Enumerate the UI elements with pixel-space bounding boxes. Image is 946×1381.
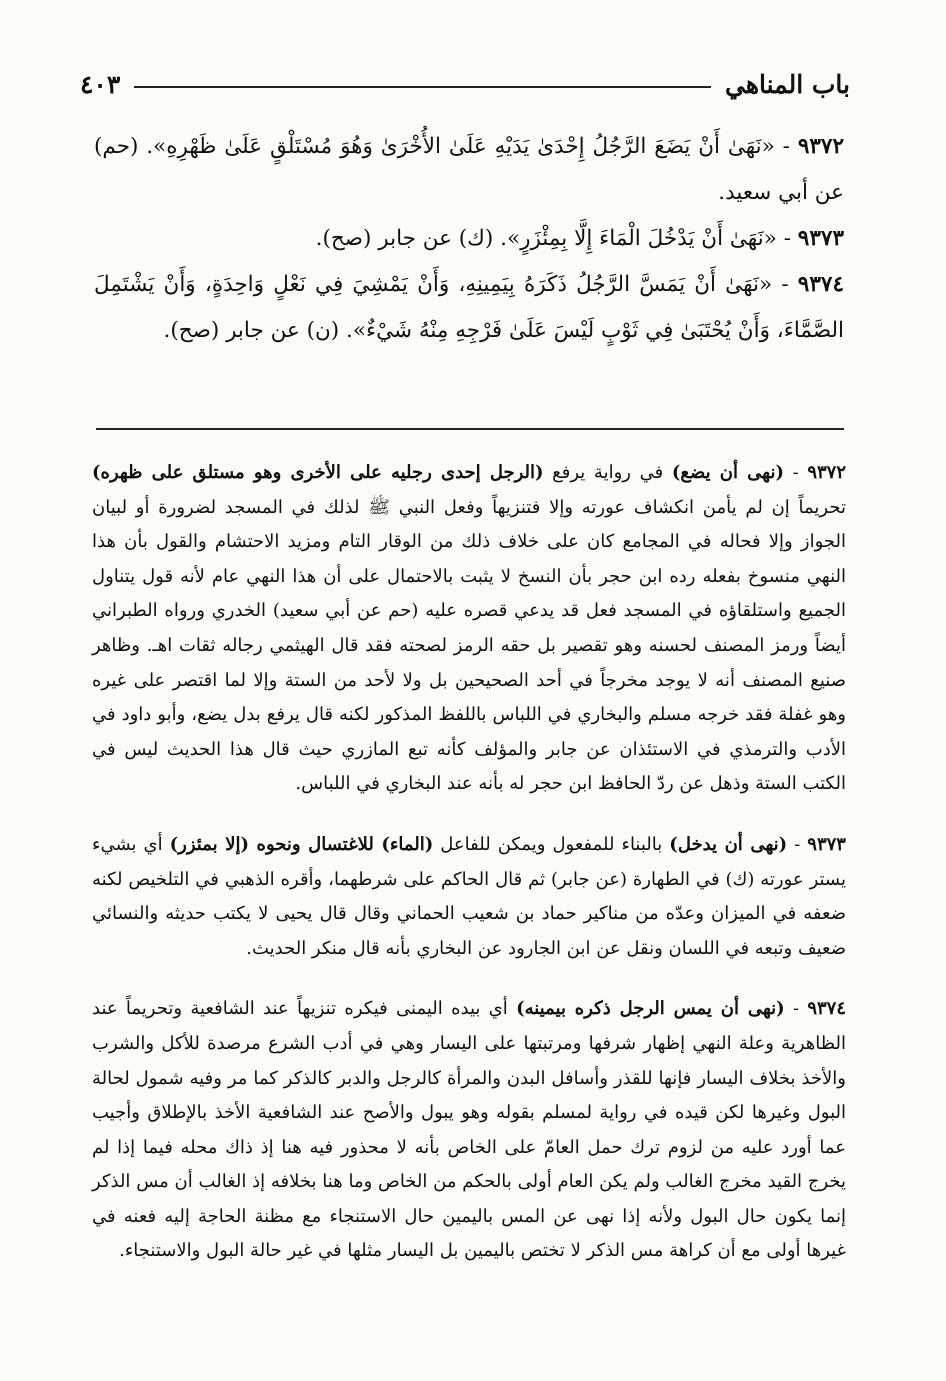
commentary-text: تحريماً إن لم يأمن انكشاف عورته وإلا فتنزيهاً وفعل النبي ﷺ لذلك في المسجد لضرورة أو لبيان الجواز وإلا فحاله في المجامع كان على خلاف ذلك من الوقار التام ومزيد الاحتشام والقول بأن هذا النهي منسوخ بفعله رده ابن حجر بأن النسخ لا يثبت بالاحتمال على أن هذا النهي عام لأنه قول يتناول الجميع واستلقاؤه في المسجد فعل قد يدعي قصره عليه (حم عن أبي سعيد) الخدري ورواه الطبراني أيضاً ورمز المصنف لحسنه وهو تقصير بل حقه الرمز لصحته فقد قال الهيثمي رجاله ثقات اهـ. وظاهر صنيع المصنف أنه لا يوجد مخرجاً في أحد الصحيحين بل ولا لأحد من الستة وإلا لما اقتصر على غيره وهو غفلة فقد خرجه مسلم والبخاري في اللباس باللفظ المذكور لكنه قال يرفع بدل يضع، وأبو داود في الأدب والترمذي في الاستئذان عن جابر والمؤلف كأنه تبع المازري حيث قال هذا الحديث ليس في الكتب الستة وذهل عن ردّ الحافظ ابن حجر له بأنه عند البخاري في اللباس. bbox=[92, 496, 846, 795]
hadith-entry: ٩٣٧٤ - «نَهَىٰ أَنْ يَمَسَّ الرَّجُلُ ذَكَرَهُ بِيَمِينِهِ، وَأَنْ يَمْشِيَ فِي نَعْلٍ وَاحِدَةٍ، وَأَنْ يَشْتَمِلَ الصَّمَّاءَ، وَأَنْ يُحْتَبَىٰ فِي ثَوْبٍ لَيْسَ عَلَىٰ فَرْجِهِ مِنْهُ شَيْءٌ». (ن) عن جابر (صح). bbox=[94, 272, 844, 343]
commentary-number: ٩٣٧٣ bbox=[807, 833, 846, 855]
hadith-number: ٩٣٧٢ bbox=[797, 134, 845, 159]
hadith-number: ٩٣٧٤ bbox=[797, 272, 844, 297]
hadith-text: «نَهَىٰ أَنْ يَمَسَّ الرَّجُلُ ذَكَرَهُ بِيَمِينِهِ، وَأَنْ يَمْشِيَ فِي نَعْلٍ وَاحِدَةٍ، وَأَنْ يَشْتَمِلَ الصَّمَّاءَ، وَأَنْ يُحْتَبَىٰ فِي ثَوْبٍ لَيْسَ عَلَىٰ فَرْجِهِ مِنْهُ شَيْءٌ». (ن) عن جابر (صح). bbox=[94, 272, 844, 343]
commentary-lead: (نهى أن يضع) bbox=[671, 462, 784, 483]
commentary-middle: في رواية يرفع bbox=[552, 462, 664, 483]
hadith-text-section bbox=[94, 124, 844, 354]
hadith-entry: ٩٣٧٣ - «نَهَىٰ أَنْ يَدْخُلَ الْمَاءَ إِلَّا بِمِئْزَرٍ». (ك) عن جابر (صح). bbox=[315, 226, 844, 251]
page-header bbox=[80, 64, 850, 104]
hadith-text: «نَهَىٰ أَنْ يَضَعَ الرَّجُلُ إِحْدَىٰ يَدَيْهِ عَلَىٰ الأُخْرَىٰ وَهُوَ مُسْتَلْقٍ عَلَىٰ ظَهْرِهِ». (حم) عن أبي سعيد. bbox=[94, 134, 844, 205]
commentary-middle: بالبناء للمفعول ويمكن للفاعل bbox=[440, 833, 663, 855]
commentary-entry: ٩٣٧٢ - (نهى أن يضع) في رواية يرفع (الرجل إحدى رجليه على الأخرى وهو مستلق على ظهره) تحريماً إن لم يأمن انكشاف عورته وإلا فتنزيهاً وفعل النبي ﷺ لذلك في المسجد لضرورة أو لبيان الجواز وإلا فحاله في المجامع كان على خلاف ذلك من الوقار التام ومزيد الاحتشام والقول بأن هذا النهي منسوخ بفعله رده ابن حجر بأن النسخ لا يثبت بالاحتمال على أن هذا النهي عام لأنه قول يتناول الجميع واستلقاؤه في المسجد فعل قد يدعي قصره عليه (حم عن أبي سعيد) الخدري ورواه الطبراني أيضاً ورمز المصنف لحسنه وهو تقصير بل حقه الرمز لصحته فقد قال الهيثمي رجاله ثقات اهـ. وظاهر صنيع المصنف أنه لا يوجد مخرجاً في أحد الصحيحين بل ولا لأحد من الستة وإلا لما اقتصر على غيره وهو غفلة فقد خرجه مسلم والبخاري في اللباس باللفظ المذكور لكنه قال يرفع بدل يضع، وأبو داود في الأدب والترمذي في الاستئذان عن جابر والمؤلف كأنه تبع المازري حيث قال هذا الحديث ليس في الكتب الستة وذهل عن ردّ الحافظ ابن حجر له بأنه عند البخاري في اللباس. bbox=[92, 462, 846, 795]
commentary-quote: (الرجل إحدى رجليه على الأخرى وهو مستلق على ظهره) bbox=[92, 462, 544, 483]
hadith-entry: ٩٣٧٢ - «نَهَىٰ أَنْ يَضَعَ الرَّجُلُ إِحْدَىٰ يَدَيْهِ عَلَىٰ الأُخْرَىٰ وَهُوَ مُسْتَلْقٍ عَلَىٰ ظَهْرِهِ». (حم) عن أبي سعيد. bbox=[94, 134, 845, 205]
commentary-entry: ٩٣٧٤ - (نهى أن يمس الرجل ذكره بيمينه) أي بيده اليمنى فيكره تنزيهاً عند الشافعية وتحريماً عند الظاهرية وعلة النهي إظهار شرفها ومرتبتها على اليسار وهي في أدب الشرع مرصدة للأكل والشرب والأخذ بخلاف اليسار فإنها للقذر وأسافل البدن والمرأة كالرجل والدبر كالذكر كما مر وفيه شمول لحالة البول وغيرها لكن قيده في رواية لمسلم بقوله وهو يبول والأصح عند الشافعية الأخذ بالإطلاق وأجيب عما أورد عليه من لزوم ترك حمل العامّ على الخاص بأنه لا محذور فيه هنا إذ ذاك محله فيما إذا لم يخرج القيد مخرج الغالب ولم يكن العام أولى بالحكم من الخاص وما هنا بخلافه إذ الغالب أن مس الذكر إنما يكون حال البول ولأنه إذا نهى عن المس باليمين حال الاستنجاء مع مظنة الحاجة إليه فعنه في غيرها أولى مع أن كراهة مس الذكر لا تختص باليمين بل اليسار مثلها في غير حالة البول والاستنجاء. bbox=[92, 998, 847, 1262]
page-number: ٤٠٣ bbox=[80, 69, 121, 99]
hadith-number: ٩٣٧٣ bbox=[797, 226, 844, 251]
commentary-quote: (الماء) للاغتسال ونحوه (إلا بمئزر) bbox=[169, 833, 434, 855]
commentary-lead: (نهى أن يدخل) bbox=[669, 833, 788, 855]
chapter-title: باب المناهي bbox=[724, 69, 850, 99]
commentary-lead: (نهى أن يمس الرجل ذكره بيمينه) bbox=[516, 998, 785, 1020]
commentary-text: أي بيده اليمنى فيكره تنزيهاً عند الشافعية وتحريماً عند الظاهرية وعلة النهي إظهار شرفها ومرتبتها على اليسار وهي في أدب الشرع مرصدة للأكل والشرب والأخذ بخلاف اليسار فإنها للقذر وأسافل البدن والمرأة كالرجل والدبر كالذكر كما مر وفيه شمول لحالة البول وغيرها لكن قيده في رواية لمسلم بقوله وهو يبول والأصح عند الشافعية الأخذ بالإطلاق وأجيب عما أورد عليه من لزوم ترك حمل العامّ على الخاص بأنه لا محذور فيه هنا إذ ذاك محله فيما إذا لم يخرج القيد مخرج الغالب ولم يكن العام أولى بالحكم من الخاص وما هنا بخلافه إذ الغالب أن مس الذكر إنما يكون حال البول ولأنه إذا نهى عن المس باليمين حال الاستنجاء مع مظنة الحاجة إليه فعنه في غيرها أولى مع أن كراهة مس الذكر لا تختص باليمين بل اليسار مثلها في غير حالة البول والاستنجاء. bbox=[92, 998, 847, 1262]
commentary-number: ٩٣٧٢ bbox=[807, 462, 846, 483]
commentary-section bbox=[92, 456, 846, 1295]
commentary-entry: ٩٣٧٣ - (نهى أن يدخل) بالبناء للمفعول ويمكن للفاعل (الماء) للاغتسال ونحوه (إلا بمئزر) أي بشيء يستر عورته (ك) في الطهارة (عن جابر) ثم قال الحاكم على شرطهما، وأقره الذهبي في التلخيص لكنه ضعفه في الميزان وعدّه من مناكير حماد بن شعيب الحماني وقال قال يحيى لا يكتب حديثه والنسائي ضعيف وتبعه في اللسان ونقل عن ابن الجارود عن البخاري بأنه قال منكر الحديث. bbox=[92, 833, 846, 959]
hadith-text: «نَهَىٰ أَنْ يَدْخُلَ الْمَاءَ إِلَّا بِمِئْزَرٍ». (ك) عن جابر (صح). bbox=[315, 226, 777, 251]
header-rule bbox=[134, 86, 711, 88]
commentary-number: ٩٣٧٤ bbox=[807, 998, 846, 1020]
section-divider bbox=[96, 428, 844, 430]
commentary-text: أي بشيء يستر عورته (ك) في الطهارة (عن جابر) ثم قال الحاكم على شرطهما، وأقره الذهبي في التلخيص لكنه ضعفه في الميزان وعدّه من مناكير حماد بن شعيب الحماني وقال قال يحيى لا يكتب حديثه والنسائي ضعيف وتبعه في اللسان ونقل عن ابن الجارود عن البخاري بأنه قال منكر الحديث. bbox=[92, 833, 846, 959]
